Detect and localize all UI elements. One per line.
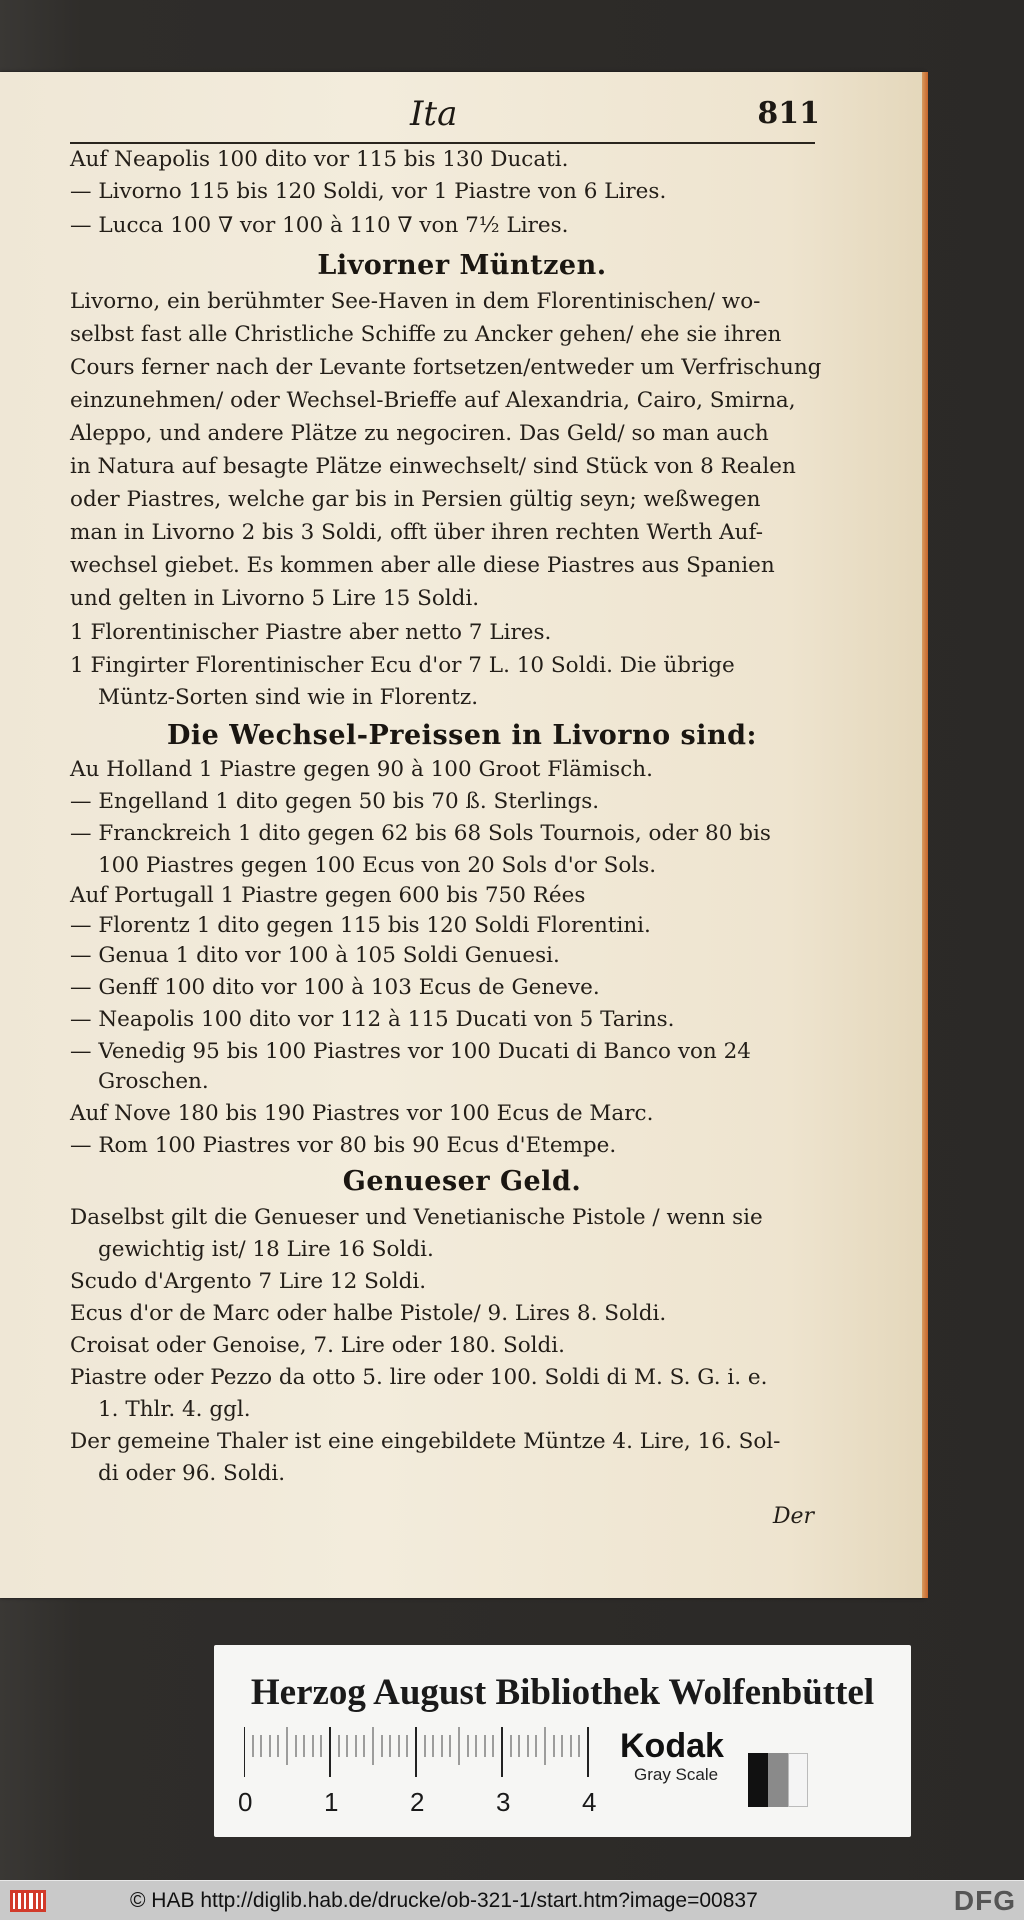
text-line: — Livorno 115 bis 120 Soldi, vor 1 Piastre von 6 Lires. [70,179,667,204]
text-line: 1 Florentinischer Piastre aber netto 7 Lires. [70,620,552,645]
text-line: gewichtig ist/ 18 Lire 16 Soldi. [98,1237,434,1262]
status-bar [0,1880,1024,1920]
page-number: 811 [757,96,820,131]
book-page [0,72,924,1598]
exchange-line: — Neapolis 100 dito vor 112 à 115 Ducati von 5 Tarins. [70,1007,675,1032]
scale-number: 1 [324,1787,339,1817]
exchange-line: — Rom 100 Piastres vor 80 bis 90 Ecus d'Etempe. [70,1133,617,1158]
library-name: Herzog August Bibliothek Wolfenbüttel [250,1672,875,1713]
text-line: Croisat oder Genoise, 7. Lire oder 180. Soldi. [70,1333,566,1358]
exchange-line: 100 Piastres gegen 100 Ecus von 20 Sols d'or Sols. [98,853,657,878]
exchange-line: Au Holland 1 Piastre gegen 90 à 100 Groot Flämisch. [70,757,653,782]
scale-number: 2 [410,1787,425,1817]
scale-number: 3 [496,1787,511,1817]
text-line: 1 Fingirter Florentinischer Ecu d'or 7 L. 10 Soldi. Die übrige [70,653,735,678]
running-head [380,94,820,134]
head-rule [70,142,815,144]
text-line: oder Piastres, welche gar bis in Persien gültig seyn; weßwegen [70,487,761,512]
ruler-ticks [244,1727,594,1777]
section-heading: Genueser Geld. [342,1166,582,1197]
gray-scale-label: Gray Scale [634,1765,719,1784]
section-heading: Die Wechsel-Preissen in Livorno sind: [167,720,757,751]
text-line: Auf Neapolis 100 dito vor 115 bis 130 Ducati. [70,147,569,172]
exchange-line: — Venedig 95 bis 100 Piastres vor 100 Ducati di Banco von 24 [70,1039,751,1064]
text-line: Ecus d'or de Marc oder halbe Pistole/ 9. Lires 8. Soldi. [70,1301,667,1326]
text-line: Scudo d'Argento 7 Lire 12 Soldi. [70,1269,427,1294]
exchange-line: — Florentz 1 dito gegen 115 bis 120 Soldi Florentini. [70,913,651,938]
text-line: in Natura auf besagte Plätze einwechselt/ sind Stück von 8 Realen [70,454,796,479]
text-line: wechsel giebet. Es kommen aber alle diese Piastres aus Spanien [70,553,775,578]
barcode-icon [10,1890,46,1912]
kodak-logo: Kodak [620,1727,724,1765]
text-line: di oder 96. Soldi. [98,1461,286,1486]
color-target-card [214,1645,911,1837]
catchword: Der [772,1504,814,1529]
exchange-line: — Franckreich 1 dito gegen 62 bis 68 Sols Tournois, oder 80 bis [70,821,771,846]
text-line: und gelten in Livorno 5 Lire 15 Soldi. [70,586,480,611]
exchange-line: — Engelland 1 dito gegen 50 bis 70 ß. Sterlings. [70,789,600,814]
text-line: 1. Thlr. 4. ggl. [98,1397,251,1422]
text-line: Der gemeine Thaler ist eine eingebildete Müntze 4. Lire, 16. Sol- [70,1429,781,1454]
exchange-line: Auf Portugall 1 Piastre gegen 600 bis 750 Rées [70,883,586,908]
text-line: man in Livorno 2 bis 3 Soldi, offt über ihren rechten Werth Auf- [70,520,763,545]
page-edge [922,72,928,1598]
running-title: Ita [410,94,458,134]
scale-number: 0 [238,1787,253,1817]
text-line: Müntz-Sorten sind wie in Florentz. [98,685,479,710]
text-line: — Lucca 100 ∇ vor 100 à 110 ∇ von 7½ Lires. [70,213,569,238]
text-line: Aleppo, und andere Plätze zu negociren. Das Geld/ so man auch [70,421,769,446]
gray-swatch [748,1753,808,1807]
text-line: Livorno, ein berühmter See-Haven in dem Florentinischen/ wo- [70,289,761,314]
exchange-line: — Genua 1 dito vor 100 à 105 Soldi Genuesi. [70,943,560,968]
scale-ruler [238,1727,597,1817]
scale-number: 4 [582,1787,597,1817]
section-heading: Livorner Müntzen. [317,250,607,281]
text-line: einzunehmen/ oder Wechsel-Brieffe auf Alexandria, Cairo, Smirna, [70,388,796,413]
exchange-line: — Genff 100 dito vor 100 à 103 Ecus de Geneve. [70,975,600,1000]
dfg-logo: DFG [953,1885,1016,1916]
text-line: selbst fast alle Christliche Schiffe zu Ancker gehen/ ehe sie ihren [70,322,782,347]
exchange-line: Groschen. [98,1069,209,1094]
text-line: Cours ferner nach der Levante fortsetzen/entweder um Verfrischung [70,355,822,380]
exchange-line: Auf Nove 180 bis 190 Piastres vor 100 Ecus de Marc. [70,1101,654,1126]
source-url-link[interactable]: © HAB http://diglib.hab.de/drucke/ob-321-1/start.htm?image=00837 [130,1889,758,1912]
text-line: Daselbst gilt die Genueser und Venetianische Pistole / wenn sie [70,1205,763,1230]
text-line: Piastre oder Pezzo da otto 5. lire oder 100. Soldi di M. S. G. i. e. [70,1365,768,1390]
